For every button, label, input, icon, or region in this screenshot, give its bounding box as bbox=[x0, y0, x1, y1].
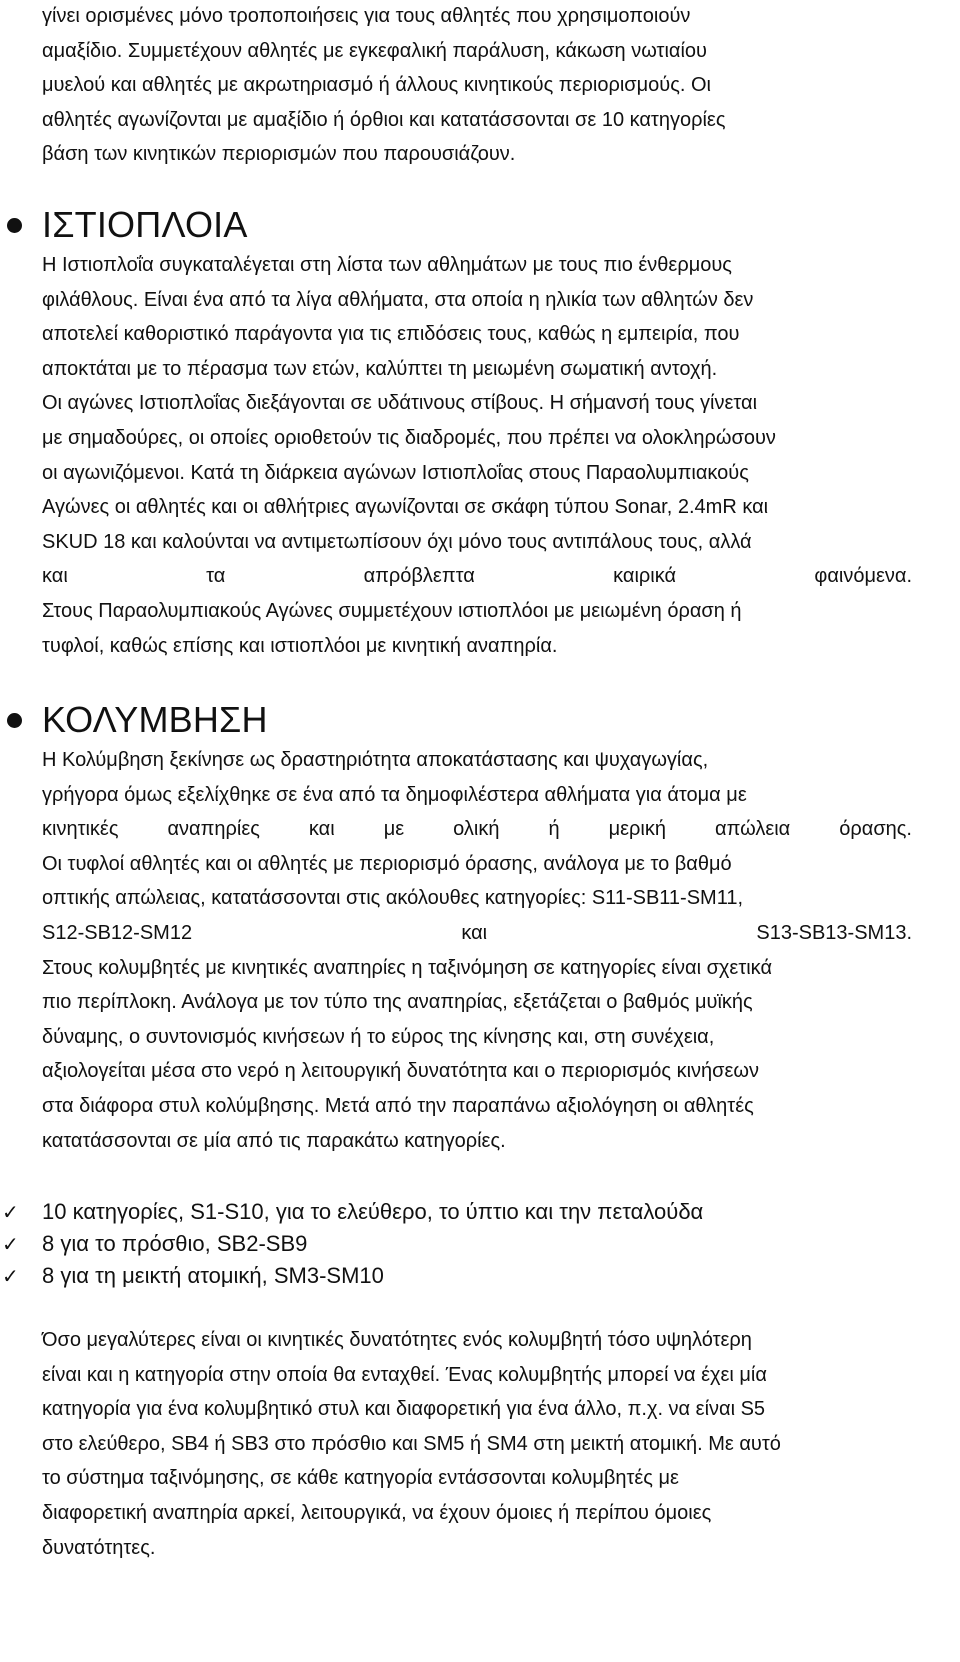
text-line: φιλάθλους. Είναι ένα από τα λίγα αθλήματα, στα οποία η ηλικία των αθλητών δεν bbox=[42, 288, 754, 311]
section-heading-text: ΚΟΛΥΜΒΗΣΗ bbox=[42, 699, 268, 740]
section-heading-sailing bbox=[42, 200, 912, 250]
section-heading-text: ΙΣΤΙΟΠΛΟΙΑ bbox=[42, 204, 248, 245]
section-heading-swimming bbox=[42, 695, 912, 745]
text-line: στα διάφορα στυλ κολύμβησης. Μετά από την παραπάνω αξιολόγηση οι αθλητές bbox=[42, 1094, 754, 1117]
list-item-text: 8 για τη μεικτή ατομική, SM3-SM10 bbox=[42, 1263, 384, 1288]
text-line: αμαξίδιο. Συμμετέχουν αθλητές με εγκεφαλική παράλυση, κάκωση νωτιαίου bbox=[42, 39, 707, 62]
text-line: δυνατότητες. bbox=[42, 1536, 156, 1559]
text-line: γρήγορα όμως εξελίχθηκε σε ένα από τα δημοφιλέστερα αθλήματα για άτομα με bbox=[42, 783, 747, 806]
text-line: τυφλοί, καθώς επίσης και ιστιοπλόοι με κινητική αναπηρία. bbox=[42, 634, 558, 657]
text-line: γίνει ορισμένες μόνο τροποποιήσεις για τους αθλητές που χρησιμοποιούν bbox=[42, 5, 691, 27]
text-line: Η Κολύμβηση ξεκίνησε ως δραστηριότητα αποκατάστασης και ψυχαγωγίας, bbox=[42, 749, 709, 771]
bullet-icon bbox=[7, 713, 22, 728]
sailing-section bbox=[42, 200, 912, 663]
text-line: και τα απρόβλεπτα καιρικά φαινόμενα. bbox=[42, 565, 912, 588]
list-item bbox=[2, 1196, 912, 1228]
text-line: μυελού και αθλητές με ακρωτηριασμό ή άλλους κινητικούς περιορισμούς. Οι bbox=[42, 74, 711, 97]
text-line: διαφορετική αναπηρία αρκεί, λειτουργικά, να έχουν όμοιες ή περίπου όμοιες bbox=[42, 1501, 712, 1524]
intro-paragraph bbox=[42, 0, 912, 172]
text-line: στο ελεύθερο, SB4 ή SB3 στο πρόσθιο και SM5 ή SM4 στη μεικτή ατομική. Με αυτό bbox=[42, 1432, 781, 1455]
text-line: είναι και η κατηγορία στην οποία θα ενταχθεί. Ένας κολυμβητής μπορεί να έχει μία bbox=[42, 1363, 767, 1386]
text-line: Στους κολυμβητές με κινητικές αναπηρίες η ταξινόμηση σε κατηγορίες είναι σχετικά bbox=[42, 956, 772, 979]
list-item-text: 8 για το πρόσθιο, SB2-SB9 bbox=[42, 1231, 308, 1256]
sailing-paragraph bbox=[42, 248, 912, 663]
text-line: αποκτάται με το πέρασμα των ετών, καλύπτει τη μειωμένη σωματική αντοχή. bbox=[42, 357, 718, 380]
text-line: Όσο μεγαλύτερες είναι οι κινητικές δυνατότητες ενός κολυμβητή τόσο υψηλότερη bbox=[42, 1329, 752, 1351]
text-line: κατατάσσονται σε μία από τις παρακάτω κατηγορίες. bbox=[42, 1129, 506, 1152]
text-line: Στους Παραολυμπιακούς Αγώνες συμμετέχουν ιστιοπλόοι με μειωμένη όραση ή bbox=[42, 599, 742, 622]
text-line: Αγώνες οι αθλητές και οι αθλήτριες αγωνίζονται σε σκάφη τύπου Sonar, 2.4mR και bbox=[42, 496, 769, 519]
list-item-text: 10 κατηγορίες, S1-S10, για το ελεύθερο, το ύπτιο και την πεταλούδα bbox=[42, 1199, 704, 1224]
check-mark-icon: ✓ bbox=[2, 1232, 19, 1256]
text-line: Η Ιστιοπλοΐα συγκαταλέγεται στη λίστα των αθλημάτων με τους πιο ένθερμους bbox=[42, 254, 732, 276]
text-line: κατηγορία για ένα κολυμβητικό στυλ και διαφορετική για ένα άλλο, π.χ. να είναι S5 bbox=[42, 1398, 766, 1421]
list-item bbox=[2, 1260, 912, 1292]
text-line: SKUD 18 και καλούνται να αντιμετωπίσουν όχι μόνο τους αντιπάλους τους, αλλά bbox=[42, 530, 752, 553]
text-line: Οι αγώνες Ιστιοπλοΐας διεξάγονται σε υδάτινους στίβους. Η σήμανσή τους γίνεται bbox=[42, 392, 758, 415]
closing-paragraph bbox=[42, 1323, 912, 1565]
list-item bbox=[2, 1228, 912, 1260]
check-mark-icon: ✓ bbox=[2, 1200, 19, 1224]
text-line: οι αγωνιζόμενοι. Κατά τη διάρκεια αγώνων Ιστιοπλοΐας στους Παραολυμπιακούς bbox=[42, 461, 749, 484]
swimming-section bbox=[42, 695, 912, 1158]
text-line: βάση των κινητικών περιορισμών που παρουσιάζουν. bbox=[42, 143, 516, 166]
text-line: αποτελεί καθοριστικό παράγοντα για τις επιδόσεις τους, καθώς η εμπειρία, που bbox=[42, 323, 740, 346]
text-line: αξιολογείται μέσα στο νερό η λειτουργική δυνατότητα και ο περιορισμός κινήσεων bbox=[42, 1060, 760, 1083]
text-line: με σημαδούρες, οι οποίες οριοθετούν τις διαδρομές, που πρέπει να ολοκληρώσουν bbox=[42, 426, 776, 449]
text-line: S12-SB12-SM12 και S13-SB13-SM13. bbox=[42, 921, 912, 944]
text-line: οπτικής απώλειας, κατατάσσονται στις ακόλουθες κατηγορίες: S11-SB11-SM11, bbox=[42, 887, 744, 910]
category-checklist bbox=[2, 1196, 912, 1292]
text-line: Οι τυφλοί αθλητές και οι αθλητές με περιορισμό όρασης, ανάλογα με το βαθμό bbox=[42, 852, 732, 875]
bullet-icon bbox=[7, 218, 22, 233]
swimming-paragraph bbox=[42, 743, 912, 1158]
check-mark-icon: ✓ bbox=[2, 1264, 19, 1288]
text-line: κινητικές αναπηρίες και με ολική ή μερική απώλεια όρασης. bbox=[42, 818, 912, 841]
text-line: αθλητές αγωνίζονται με αμαξίδιο ή όρθιοι και κατατάσσονται σε 10 κατηγορίες bbox=[42, 108, 726, 131]
text-line: δύναμης, ο συντονισμός κινήσεων ή το εύρος της κίνησης και, στη συνέχεια, bbox=[42, 1025, 715, 1048]
text-line: πιο περίπλοκη. Ανάλογα με τον τύπο της αναπηρίας, εξετάζεται ο βαθμός μυϊκής bbox=[42, 991, 753, 1014]
text-line: το σύστημα ταξινόμησης, σε κάθε κατηγορία εντάσσονται κολυμβητές με bbox=[42, 1467, 679, 1490]
